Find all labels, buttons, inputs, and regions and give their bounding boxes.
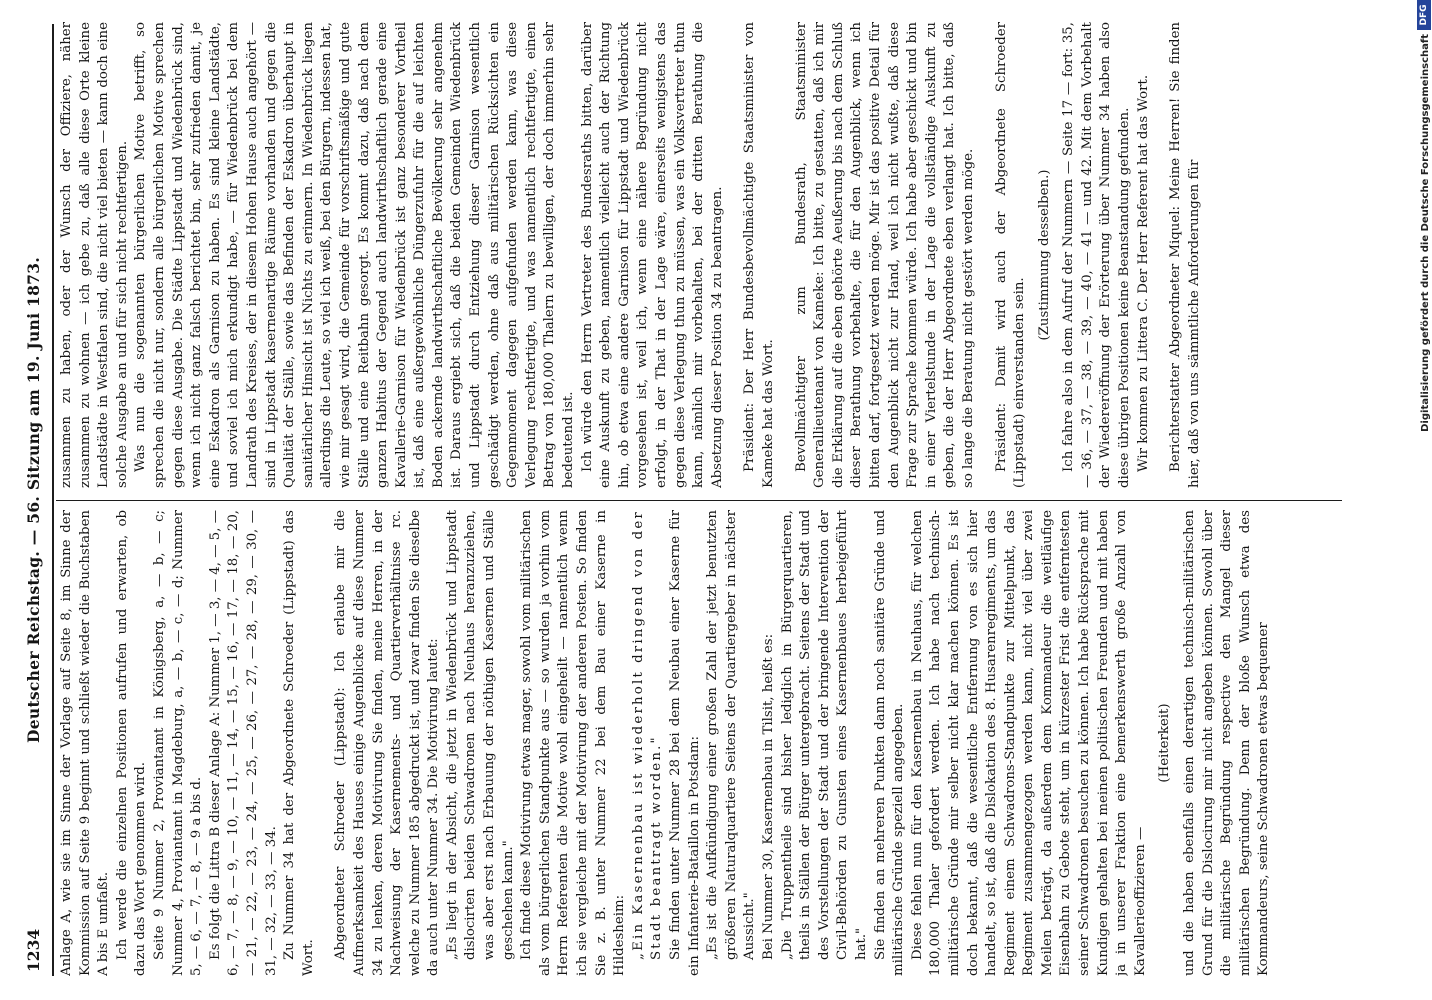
right-column	[58, 22, 1338, 488]
speech-kameke: Bevollmächtigter zum Bundesrath, Staatsminister Generallieutenant von Kameke: Ich bitte, zu gestatten, daß ich mir die Erklärung auf die eben gehörte Aeußerung bis nach dem Schluß dieser Berathung vorbehalte, die für den Augenblick, wenn ich bitten darf, fortgesetzt werden möge. Mir ist das positive Detail für den Augenblick nicht zur Hand, weil ich nicht wußte, daß diese Frage zur Sprache kommen würde. Ich habe aber geschickt und bin in einer Viertelstunde in der Lage die vollständige Auskunft zu geben, die der Herr Abgeordnete eben verlangt hat. Ich bitte, daß so lange die Beratung nicht gestört werden möge.	[793, 22, 976, 488]
running-header	[16, 28, 52, 972]
page-number: 1234	[24, 928, 43, 972]
paragraph: Ich werde die einzelnen Positionen aufrufen und erwarten, ob dazu das Wort genommen wird.	[114, 510, 149, 976]
left-column	[58, 510, 1338, 976]
digitization-credit	[1419, 0, 1432, 1000]
paragraph: Diese fehlen nun für den Kasernenbau in Neuhaus, für welchen 180,000 Thaler gefordert werden. Ich habe nach technisch-militärische Gründe mir selber nicht klar machen können. Es ist doch bekannt, daß die wesentliche Entfernung von es sich hier handelt, so ist, daß die Dislokation des 8. Husarenregiments, um das Regiment einem Schwadrons-Standpunkte zur Mittelpunkt, das Regiment zusammengezogen werden kann, nicht viel über zwei Meilen beträgt, da außerdem dem Kommandeur die weitläufige Eisenbahn zu Gebote steht, um in kürzester Frist die entferntesten seiner Schwadronen besuchen zu können. Ich habe Rücksprache mit Kundigen gehalten bei meinen politischen Freunden und mit haben ja in unserer Fraktion eine bemerkenswerth große Anzahl von Kavallerieoffizieren —	[909, 510, 1148, 976]
speech-schroeder: Abgeordneter Schroeder (Lippstadt): Ich erlaube mir die Aufmerksamkeit des Hauses einige Augenblicke auf diese Nummer 34 zu lenken, deren Motivirung Sie finden, meine Herren, in der Nachweisung der Kasernements- und Quartierverhältnisse rc. welche zu Nummer 185 abgedruckt ist, und zwar finden Sie dieselbe da auch unter Nummer 34. Die Motivirung lautet:	[333, 510, 442, 976]
quote: „Es ist die Aufkündigung einer großen Zahl der jetzt benutzten größeren Naturalquartiere Seitens der Quartiergeber in nächster Aussicht."	[705, 510, 758, 960]
header-rule	[52, 24, 54, 976]
paragraph: Ich würde den Herrn Vertreter des Bundesraths bitten, darüber eine Auskunft zu geben, namentlich vielleicht auch der Richtung hin, ob etwa eine andere Garnison für Lippstadt und Wiedenbrück vorgesehen ist, weil ich, wenn eine nähere Begründung nicht erfolgt, in der That in der Lage wäre, einerseits wenigstens das gegen diese Verlegung thun zu müssen, was ein Volksvertreter thun kann, nämlich mir vorbehalten, bei der dritten Berathung die Absetzung dieser Position 34 zu beantragen.	[579, 22, 725, 488]
column-divider	[56, 500, 1342, 501]
paragraph: Bei Nummer 30, Kasernenbau in Tilsit, heißt es:	[760, 633, 776, 960]
running-title: Deutscher Reichstag. — 56. Sitzung am 19. Juni 1873.	[24, 256, 43, 744]
paragraph: Ich finde diese Motivirung etwas mager, sowohl vom militärischen als vom bürgerlichen Standpunkte aus — so wurden ja vorhin vom Herrn Referenten die Motive wohl eingeheilt — namentlich wenn ich sie vergleiche mit der Motivirung der anderen Posten. So finden Sie z. B. unter Nummer 22 bei dem Bau einer Kaserne in Hildesheim:	[519, 510, 628, 976]
paragraph: Ich fahre also in dem Aufruf der Nummern — Seite 17 — fort: 35, — 36, — 37, — 38, — 39, — 40, — 41 — und 42. Mit dem Vorbehalt der Wiedereröffnung der Erörterung über Nummer 34 haben also diese übrigen Positionen keine Beanstandung gefunden.	[1061, 22, 1133, 488]
speech-miquel: Berichterstatter Abgeordneter Miquel: Meine Herren! Sie finden hier, daß von uns sämmtliche Anforderungen für	[1168, 22, 1202, 488]
credit-text: Digitalisierung gefördert durch die Deutsche Forschungsgemeinschaft	[1420, 34, 1431, 432]
dfg-logo: DFG	[1417, 0, 1431, 30]
paragraph: Sie finden unter Nummer 28 bei dem Neubau einer Kaserne für ein Infanterie-Bataillon in Potsdam:	[668, 510, 702, 976]
paragraph: Was nun die sogenannten bürgerlichen Motive betrifft, so sprechen die nicht nur, sondern alle bürgerlichen Motive sprechen gegen diese Ausgabe. Die Städte Lippstadt und Wiedenbrück sind, wenn ich nicht ganz falsch berichtet bin, sehr zufrieden damit, je eine Eskadron als Garnison zu haben. Es sind kleine Landstädte, und soviel ich mich erkundigt habe, — für Wiedenbrück bei dem Landrath des Kreises, der in diesem Hohen Hause auch angehört — sind in Lippstadt kasernenartige Räume vorhanden und gegen die Qualität der Ställe, sowie das Befinden der Eskadron überhaupt in sanitärlicher Hinsicht ist Nichts zu erinnern. In Wiedenbrück liegen allerdings die Leute, so viel ich weiß, bei den Bürgern, indessen hat, wie mir gesagt wird, die Gemeinde für vorschriftsmäßige und gute Ställe und eine Reitbahn gesorgt. Es kommt dazu, daß nach dem ganzen Habitus der Gegend auch landwirthschaftlich gerade eine Kavallerie-Garnison für Wiedenbrück ist ganz besonderer Vortheil ist, daß eine außergewöhnliche Düngerzufuhr für die auf leichten Boden ackernde landwirthschaftliche Bevölkerung sehr angenehm ist. Daraus ergiebt sich, daß die beiden Gemeinden Wiedenbrück und Lippstadt durch Entziehung dieser Garnison wesentlich geschädigt werden, ohne daß aus militärischen Rücksichten ein Gegenmoment dagegen aufgefunden werden kann, was diese Verlegung rechtfertigte, und was namentlich rechtfertigte, einen Betrag von 180,000 Thalern zu bewilligen, der doch immerhin sehr bedeutend ist.	[133, 22, 577, 488]
paragraph: und die haben ebenfalls einen derartigen technisch-militärischen Grund für die Dislocirung mir nicht angeben können. Sowohl über die militärische Begründung respective den Mangel dieser militärischen Begründung. Denn der bloße Wunsch etwa des Kommandeurs, seine Schwadronen etwas bequemer	[1182, 510, 1272, 976]
stage-direction: (Zustimmung desselben.)	[1036, 169, 1052, 341]
quote: „Es liegt in der Absicht, die jetzt in Wiedenbrück und Lippstadt dislocirten beiden Schwadronen nach Neuhaus heranzuziehen, was aber erst nach Erbauung der nöthigen Kasernen und Ställe geschehen kann."	[444, 510, 516, 960]
speech-president: Präsident: Damit wird auch der Abgeordnete Schroeder (Lippstadt) einverstanden sein.	[993, 22, 1028, 488]
paragraph: Wir kommen zu Littera C. Der Herr Referent hat das Wort.	[1135, 74, 1151, 472]
paragraph: Zu Nummer 34 hat der Abgeordnete Schroeder (Lippstadt) das Wort.	[282, 510, 316, 976]
speech-president: Präsident: Der Herr Bundesbevollmächtigte Staatsminister von Kameke hat das Wort.	[742, 22, 776, 488]
paragraph: zusammen zu haben, oder der Wunsch der Offiziere, näher zusammen zu wohnen — ich gebe zu, daß alle diese Orte kleine Landstädte in Westfalen sind, die nicht viel bieten — kann doch eine solche Ausgabe an und für sich nicht rechtfertigen.	[59, 22, 130, 488]
quote: „Die Truppentheile sind bisher lediglich in Bürgerquartieren, theils in Ställen der Bürger untergebracht. Seitens der Stadt und des Vorstellungen der Stadt und der bringende Intervention der Civil-Behörden zu Gunsten eines Kasernenbaues herbeigeführt hat."	[779, 510, 869, 960]
paragraph: Anlage A, wie sie im Sinne der Vorlage auf Seite 8, im Sinne der Kommission auf Seite 9 beginnt und schließt wieder die Buchstaben A bis E umfaßt.	[59, 510, 112, 976]
paragraph: Sie finden an mehreren Punkten dann noch sanitäre Gründe und militärische Gründe speziell angegeben.	[872, 510, 907, 976]
paragraph: Es folgt die Littra B dieser Anlage A: Nummer 1, — 3, — 4, — 5, — 6, — 7, — 8, — 9, — 10, — 11, — 14, — 15, — 16, — 17, — 18, — 20, — 21, — 22, — 23, — 24, — 25, — 26, — 27, — 28, — 29, — 30, — 31, — 32, — 33, — 34.	[207, 510, 279, 976]
paragraph: Seite 9 Nummer 2, Proviantamt in Königsberg, a, — b, — c; Nummer 4, Proviantamt in Magdeburg, a, — b, — c, — d; Nummer 5, — 6, — 7, — 8, — 9 a bis d.	[151, 510, 205, 976]
stage-direction: (Heiterkeit)	[1157, 703, 1173, 783]
quote: „Ein Kasernenbau ist wiederholt dringend von der Stadt beantragt worden."	[630, 510, 665, 960]
